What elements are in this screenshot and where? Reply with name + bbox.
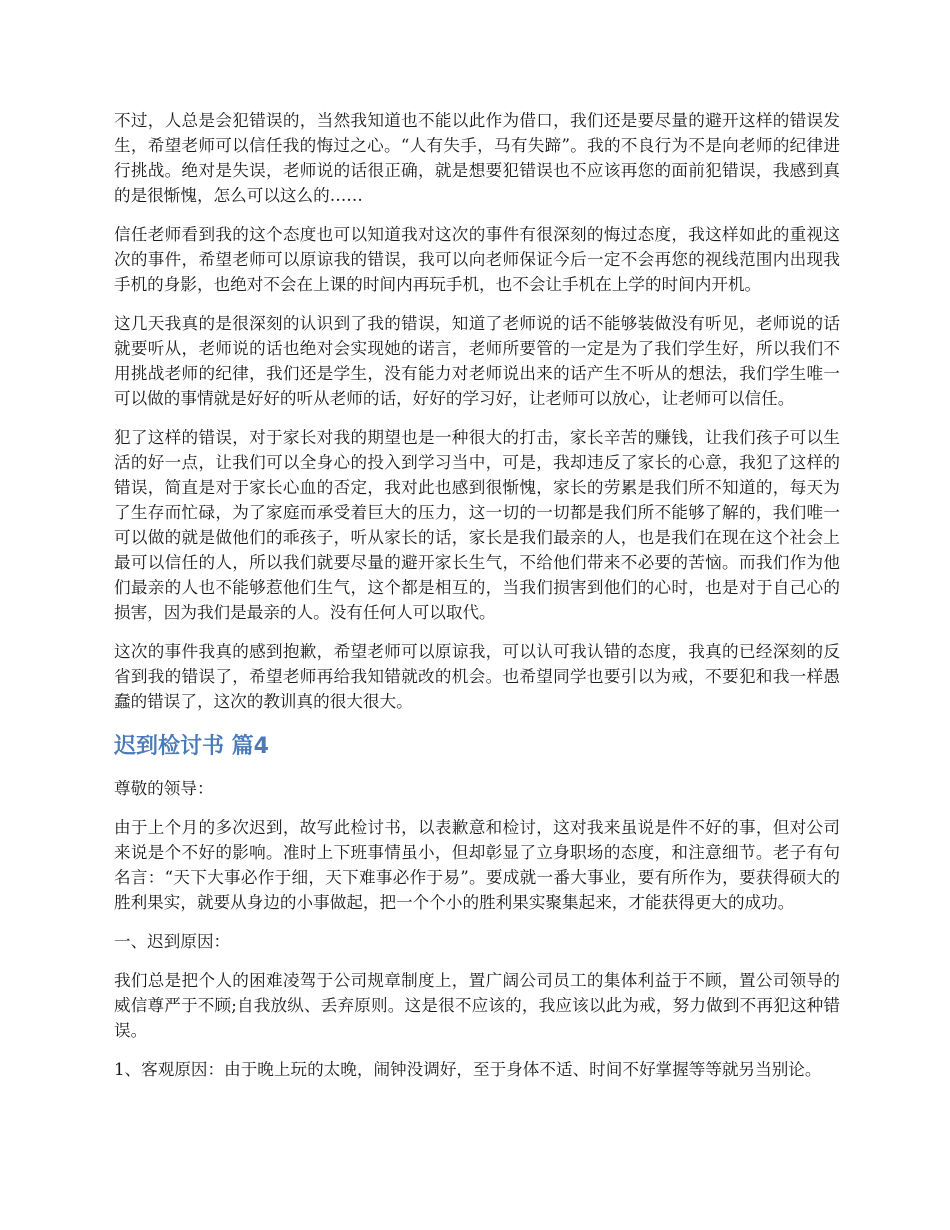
paragraph-4: 犯了这样的错误，对于家长对我的期望也是一种很大的打击，家长辛苦的赚钱，让我们孩子可以生活的好一点，让我们可以全身心的投入到学习当中，可是，我却违反了家长的心意，我犯了这样的错误，简直是对于家长心血的否定，我对此也感到很惭愧，家长的劳累是我们所不知道的，每天为了生存而忙碌，为了家庭而承受着巨大的压力，这一切的一切都是我们所不能够了解的，我们唯一可以做的就是做他们的乖孩子，听从家长的话，家长是我们最亲的人，也是我们在现在这个社会上最可以信任的人，所以我们就要尽量的避开家长生气，不给他们带来不必要的苦恼。而我们作为他们最亲的人也不能够惹他们生气，这个都是相互的，当我们损害到他们的心时，也是对于自己心的损害，因为我们是最亲的人。没有任何人可以取代。: [114, 428, 840, 622]
section-heading: 迟到检讨书 篇4: [114, 734, 269, 759]
paragraph-2: 信任老师看到我的这个态度也可以知道我对这次的事件有很深刻的悔过态度，我这样如此的重视这次的事件，希望老师可以原谅我的错误，我可以向老师保证今后一定不会再您的视线范围内出现我手机的身影，也绝对不会在上课的时间内再玩手机，也不会让手机在上学的时间内开机。: [114, 225, 840, 294]
paragraph-1: 不过，人总是会犯错误的，当然我知道也不能以此作为借口，我们还是要尽量的避开这样的错误发生，希望老师可以信任我的悔过之心。“人有失手，马有失蹄”。我的不良行为不是向老师的纪律进行挑战。绝对是失误，老师说的话很正确，就是想要犯错误也不应该再您的面前犯错误，我感到真的是很惭愧，怎么可以这么的……: [114, 111, 840, 205]
paragraph-3: 这几天我真的是很深刻的认识到了我的错误，知道了老师说的话不能够装做没有听见，老师说的话就要听从，老师说的话也绝对会实现她的诺言，老师所要管的一定是为了我们学生好，所以我们不用挑战老师的纪律，我们还是学生，没有能力对老师说出来的话产生不听从的想法，我们学生唯一可以做的事情就是好好的听从老师的话，好好的学习好，让老师可以放心，让老师可以信任。: [114, 314, 840, 408]
paragraph-7: 我们总是把个人的困难凌驾于公司规章制度上，置广阔公司员工的集体利益于不顾，置公司领导的威信尊严于不顾;自我放纵、丢弃原则。这是很不应该的，我应该以此为戒，努力做到不再犯这种错误。: [114, 971, 840, 1040]
subheading-reasons: 一、迟到原因：: [114, 932, 231, 951]
salutation: 尊敬的领导：: [114, 779, 214, 798]
paragraph-8: 1、客观原因：由于晚上玩的太晚，闹钟没调好，至于身体不适、时间不好掌握等等就另当别论。: [114, 1060, 822, 1079]
document-page: [114, 108, 840, 1096]
paragraph-6: 由于上个月的多次迟到，故写此检讨书，以表歉意和检讨，这对我来虽说是件不好的事，但对公司来说是个不好的影响。准时上下班事情虽小，但却彰显了立身职场的态度，和注意细节。老子有句名言：“天下大事必作于细，天下难事必作于易”。要成就一番大事业，要有所作为，要获得硕大的胜利果实，就要从身边的小事做起，把一个个小的胜利果实聚集起来，才能获得更大的成功。: [114, 818, 840, 912]
paragraph-5: 这次的事件我真的感到抱歉，希望老师可以原谅我，可以认可我认错的态度，我真的已经深刻的反省到我的错误了，希望老师再给我知错就改的机会。也希望同学也要引以为戒，不要犯和我一样愚蠢的错误了，这次的教训真的很大很大。: [114, 642, 840, 711]
